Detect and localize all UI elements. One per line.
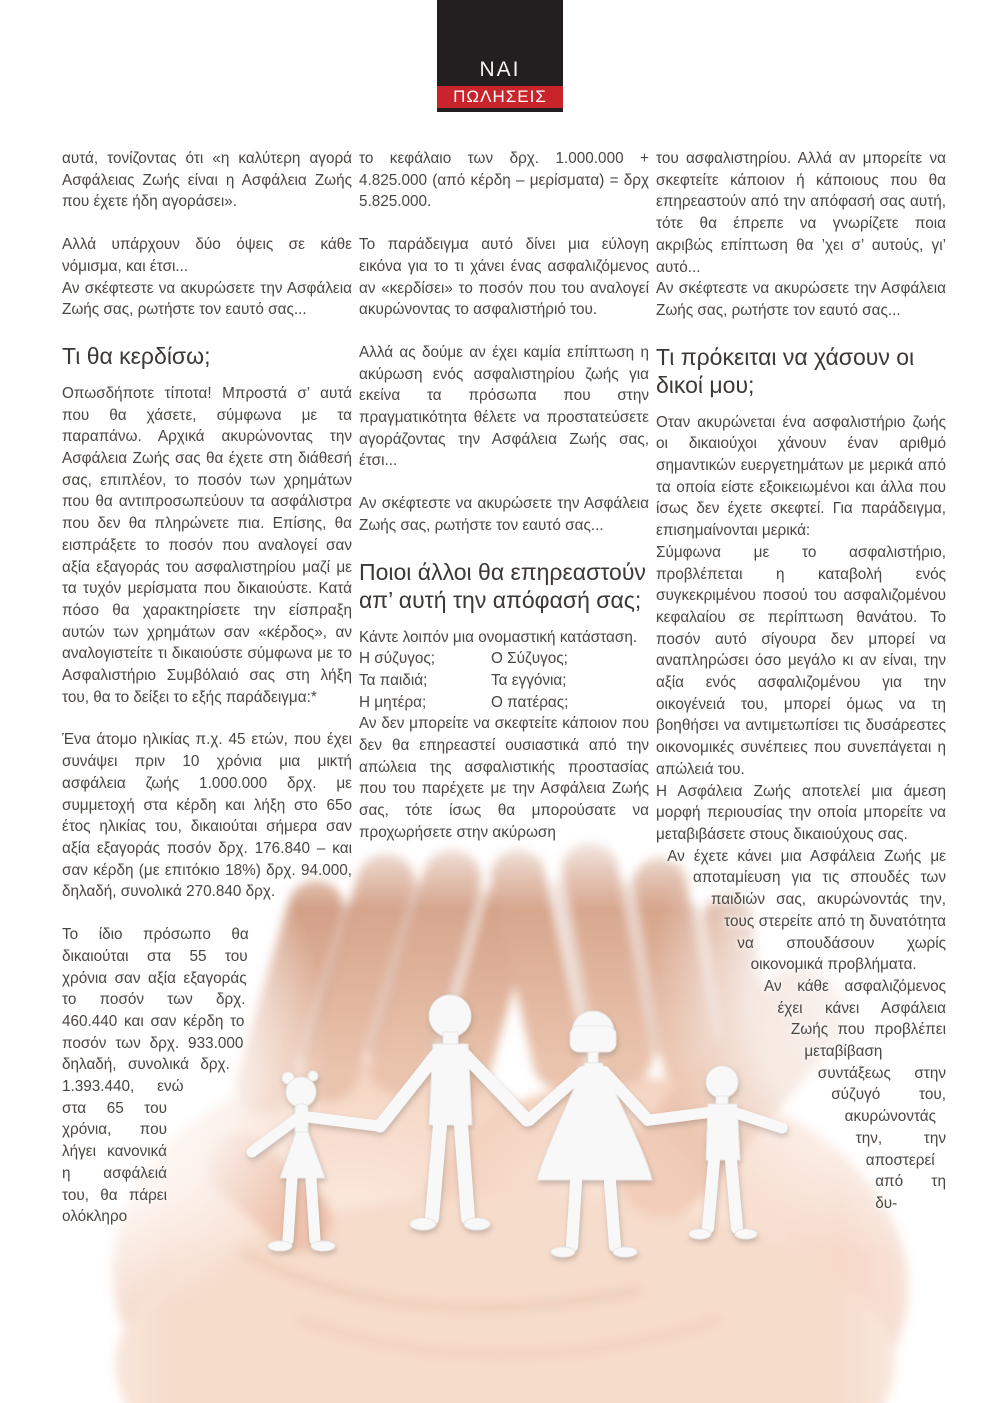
section-heading: Ποιοι άλλοι θα επηρεαστούν απ’ αυτή την απόφασή σας;	[359, 558, 646, 613]
paragraph: Αν έχετε κάνει μια Ασφάλεια Ζωής με αποταμίευση για τις σπουδές των παιδιών σας, ακυρώνοντάς την, τους στερείτε από τη δυνατότητα να σπουδάσουν χωρίς οικονομικά προβλήματα.	[667, 847, 946, 974]
section-title: ΠΩΛΗΣΕΙΣ	[453, 87, 547, 106]
list-item: Η σύζυγος;	[359, 650, 435, 668]
paragraph: Αν σκέφτεστε να ακυρώσετε την Ασφάλεια Ζωής σας, ρωτήστε τον εαυτό σας...	[656, 280, 946, 319]
paragraph: Οπωσδήποτε τίποτα! Μπροστά σ’ αυτά που θα χάσετε, σύμφωνα με τα παραπάνω. Αρχικά ακυρώνοντας την Ασφάλεια Ζωής σας θα έχετε στη διάθεσή σας, επιπλέον, το ποσόν των χρημάτων που θα αντιπροσωπεύουν τα ασφάλιστρα που δεν θα πληρώνετε πια. Επίσης, θα εισπράξετε το ποσόν που αναλογεί σαν αξία εξαγοράς του ασφαλιστηρίου μαζί με τα τυχόν μερίσματα που δικαιούστε. Κατά πόσο θα χαρακτηρίσετε την είσπραξη αυτών των χρημάτων σαν «κέρδος», αν αναλογιστείτε τι δικαιούστε σύμφωνα με το Ασφαλιστήριο Συμβόλαιό σας στη λήξη του, θα το δείξει το εξής παράδειγμα:*	[62, 384, 352, 706]
list-item: Τα εγγόνια;	[491, 671, 567, 689]
paragraph: αυτά, τονίζοντας ότι «η καλύτερη αγορά Ασφάλειας Ζωής είναι η Ασφάλεια Ζωής που έχετε ήδη αγοράσει».	[62, 150, 352, 211]
paragraph: του ασφαλιστηρίου. Αλλά αν μπορείτε να σκεφτείτε κάποιον ή κάποιους που θα επηρεαστούν από την απόφασή σας αυτή, τότε θα έπρεπε να γνωρίζετε ποια ακριβώς επίπτωση θα ’χει σ’ αυτούς, γι’ αυτό...	[656, 150, 946, 276]
list-item: Η μητέρα;	[359, 693, 427, 711]
paragraph: Αν σκέφτεστε να ακυρώσετε την Ασφάλεια Ζωής σας, ρωτήστε τον εαυτό σας...	[359, 495, 649, 534]
paragraph: Αλλά υπάρχουν δύο όψεις σε κάθε νόμισμα, και έτσι...	[62, 236, 352, 275]
paragraph: Ένα άτομο ηλικίας π.χ. 45 ετών, που έχει συνάψει πριν 10 χρόνια μια μικτή ασφάλεια ζωής 1.000.000 δρχ. με συμμετοχή στα κέρδη και λήξη στο 65ο έτος ηλικίας του, δικαιούται σήμερα σαν αξία εξαγοράς ποσόν δρχ. 176.840 – και σαν κέρδη (με επιτόκιο 18%) δρχ. 94.000, δηλαδή, συνολικά 270.840 δρχ.	[62, 731, 352, 901]
text-column-3	[656, 148, 946, 1403]
section-band	[437, 86, 563, 108]
paragraph: Αλλά ας δούμε αν έχει καμία επίπτωση η ακύρωση ενός ασφαλιστηρίου ζωής για εκείνα τα πρόσωπα που στην πραγματικότητα θέλετε να προστατεύσετε αγοράζοντας την Ασφάλεια Ζωής σας, έτσι...	[359, 343, 649, 470]
paragraph: Το ίδιο πρόσωπο θα δικαιούται στα 55 του χρόνια σαν αξία εξαγοράς το ποσόν των δρχ. 460.440 και σαν κέρδη το ποσόν των δρχ. 933.000 δηλαδή, συνολικά δρχ. 1.393.440, ενώ στα 65 του χρόνια, που λήγει κανονικά η ασφάλειά του, θα πάρει ολόκληρο	[62, 926, 249, 1226]
paragraph: Αν κάθε ασφαλιζόμενος έχει κάνει Ασφάλεια Ζωής που προβλέπει μεταβίβαση συντάξεως στην σύζυγό του, ακυρώνοντάς την, την αποστερεί από τη δυ-	[764, 977, 946, 1212]
section-heading: Τι πρόκειται να χάσουν οι δικοί μου;	[656, 343, 915, 398]
paragraph: Η Ασφάλεια Ζωής αποτελεί μια άμεση μορφή περιουσίας την οποία μπορείτε να μεταβιβάσετε στους δικαιούχους σας.	[656, 782, 946, 843]
paragraph: το κεφάλαιο των δρχ. 1.000.000 + 4.825.000 (από κέρδη – μερίσματα) = δρχ 5.825.000.	[359, 150, 649, 211]
text-column-2	[359, 148, 649, 844]
masthead-logo	[437, 0, 563, 112]
text-column-1	[62, 148, 352, 1329]
paragraph: Αν σκέφτεστε να ακυρώσετε την Ασφάλεια Ζωής σας, ρωτήστε τον εαυτό σας...	[62, 279, 352, 319]
paragraph: Κάντε λοιπόν μια ονομαστική κατάσταση.	[359, 628, 638, 646]
section-heading: Τι θα κερδίσω;	[62, 342, 211, 369]
magazine-title: ΝΑΙ	[479, 58, 521, 81]
list-item: Ο Σύζυγος;	[491, 650, 568, 668]
list-item: Τα παιδιά;	[359, 671, 428, 689]
list-item: Ο πατέρας;	[491, 693, 569, 711]
paragraph: Οταν ακυρώνεται ένα ασφαλιστήριο ζωής οι δικαιούχοι χάνουν έναν αριθμό σημαντικών ευεργετημάτων με μερικά από τα οποία είστε εξοικειωμένοι και άλλα που ίσως δεν έχετε σκεφτεί. Για παράδειγμα, επισημαίνονται μερικά:	[656, 413, 946, 540]
article-columns	[62, 148, 946, 1403]
paragraph: Σύμφωνα με το ασφαλιστήριο, προβλέπεται η καταβολή ενός συγκεκριμένου ποσού του ασφαλιζομένου κεφαλαίου σε περίπτωση θανάτου. Το ποσόν αυτό σίγουρα δεν μπορεί να αναπληρώσει όσο μεγάλο κι αν είναι, την αξία ενός ασφαλιζομένου για την οικογένειά του, μπορεί όμως να τη βοηθήσει να αντιμετωπίσει τις δυσάρεστες οικονομικές συνέπειες που συνεπάγεται η απώλειά του.	[656, 543, 946, 778]
paragraph: Αν δεν μπορείτε να σκεφτείτε κάποιον που δεν θα επηρεαστεί ουσιαστικά από την απώλεια της ασφαλιστικής προστασίας που του παρέχετε με την Ασφάλεια Ζωής σας, τότε ίσως θα μπορούσατε να προχωρήσετε στην ακύρωση	[359, 715, 649, 841]
named-list	[359, 648, 649, 713]
paragraph: Το παράδειγμα αυτό δίνει μια εύλογη εικόνα για το τι χάνει ένας ασφαλιζόμενος αν «κερδίσει» το ποσόν που του αναλογεί ακυρώνοντας το ασφαλιστήριό του.	[359, 236, 649, 319]
